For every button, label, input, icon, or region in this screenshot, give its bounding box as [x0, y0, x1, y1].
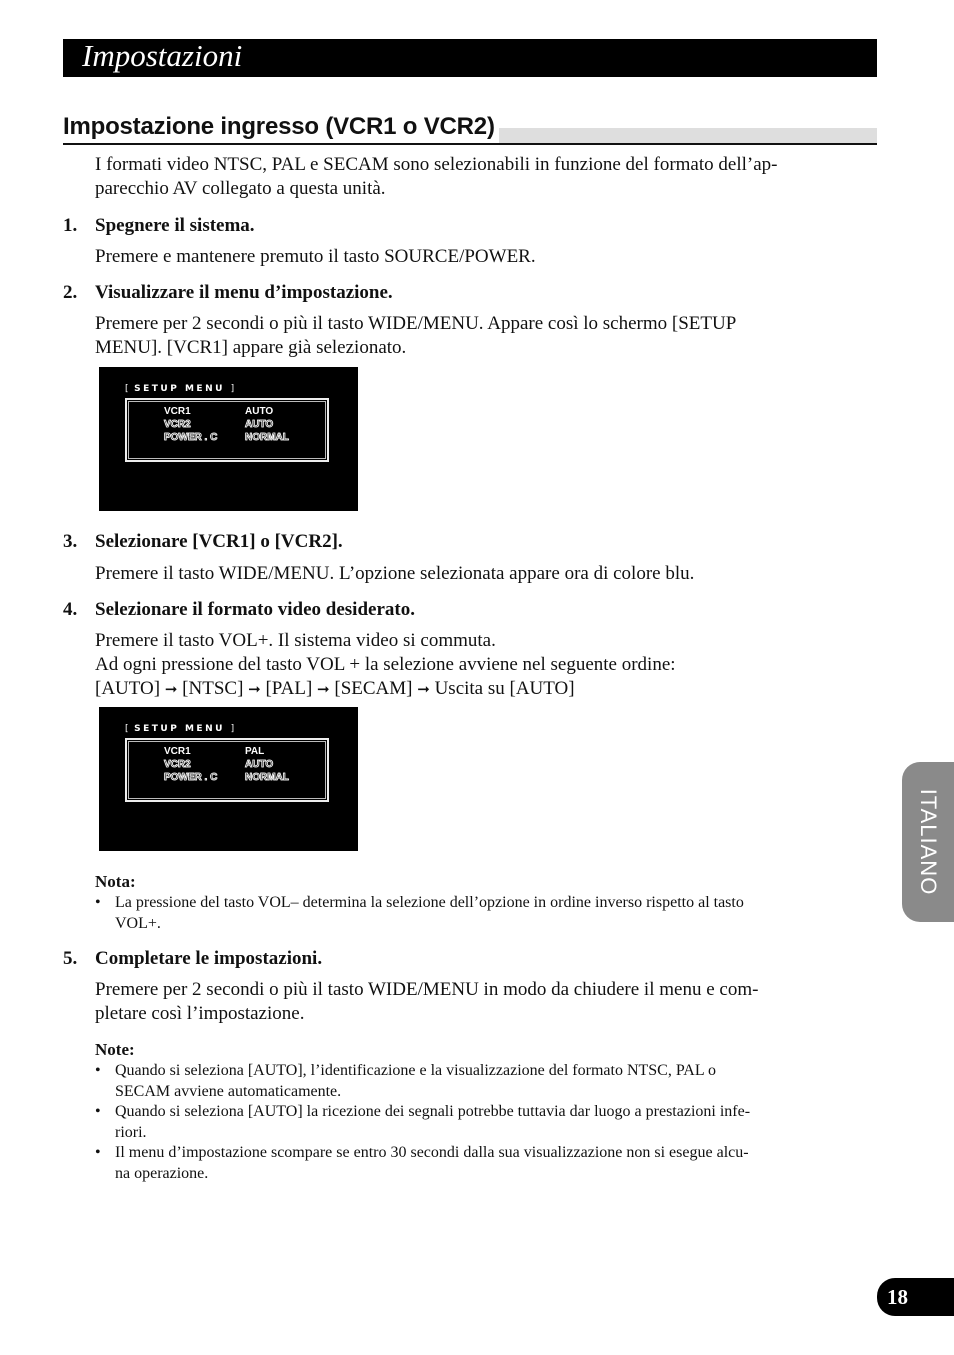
note-line: Quando si seleziona [AUTO] la ricezione dei segnali potrebbe tuttavia dar luogo a prestazioni infe-: [115, 1103, 751, 1120]
step-line: pletare così l’impostazione.: [95, 1003, 305, 1024]
setup-menu-title: [125, 723, 234, 735]
step-title: Visualizzare il menu d’impostazione.: [95, 282, 393, 303]
step-title: Spegnere il sistema.: [95, 215, 255, 236]
step-number: 1.: [63, 215, 78, 236]
step-line: Premere e mantenere premuto il tasto SOURCE/POWER.: [95, 246, 536, 267]
step-line: Premere il tasto WIDE/MENU. L’opzione selezionata appare ora di colore blu.: [95, 563, 695, 584]
intro-paragraph: [95, 153, 777, 201]
step-number: 4.: [63, 599, 78, 620]
step-line: MENU]. [VCR1] appare già selezionato.: [95, 337, 407, 358]
page-number: 18: [887, 1285, 908, 1309]
step-title: Selezionare il formato video desiderato.: [95, 599, 415, 620]
step-2-heading: [63, 281, 393, 305]
note-item: [95, 1142, 840, 1184]
page-number-tab: [877, 1278, 954, 1316]
menu-row-value: AUTO: [245, 406, 274, 417]
setup-menu-screen-1: [99, 367, 358, 511]
menu-row-value: PAL: [245, 746, 265, 757]
step-number: 2.: [63, 282, 78, 303]
menu-row-label: VCR2: [164, 419, 191, 430]
bullet: •: [95, 1062, 101, 1079]
step-4-heading: [63, 598, 415, 622]
intro-line: parecchio AV collegato a questa unità.: [95, 178, 386, 199]
note-heading: Note:: [95, 1040, 135, 1059]
note-line: riori.: [115, 1124, 147, 1141]
note-line: na operazione.: [115, 1165, 209, 1182]
step-4-text: [95, 629, 676, 701]
step-title: Completare le impostazioni.: [95, 948, 323, 969]
bracket: [: [125, 724, 129, 734]
language-label: ITALIANO: [916, 788, 941, 896]
arrow-right-icon: ➞: [317, 680, 330, 698]
step-line: Premere il tasto VOL+. Il sistema video si commuta.: [95, 630, 496, 651]
step-5-text: [95, 978, 758, 1026]
step-3-heading: [63, 530, 343, 554]
sequence-item: [NTSC]: [182, 678, 244, 699]
step-1-heading: [63, 214, 255, 238]
arrow-right-icon: ➞: [417, 680, 430, 698]
note-line: SECAM avviene automaticamente.: [115, 1083, 342, 1100]
menu-row-value: AUTO: [245, 419, 274, 430]
step-line: Premere per 2 secondi o più il tasto WIDE/MENU. Appare così lo schermo [SETUP: [95, 313, 737, 334]
chapter-title-bar: [63, 39, 877, 77]
sequence-item: [AUTO]: [95, 678, 161, 699]
menu-row-label: VCR1: [164, 746, 191, 757]
bracket: ]: [230, 724, 235, 734]
menu-row-label: POWER . C: [164, 432, 218, 443]
setup-menu-box: [125, 398, 329, 462]
setup-menu-title: [125, 383, 234, 395]
menu-title-text: SETUP MENU: [134, 384, 225, 394]
step-1-text: [95, 245, 536, 269]
bracket: [: [125, 384, 129, 394]
sequence-item: [SECAM]: [334, 678, 413, 699]
arrow-right-icon: ➞: [248, 680, 261, 698]
section-title: Impostazione ingresso (VCR1 o VCR2): [63, 111, 499, 143]
step-5-heading: [63, 947, 322, 971]
format-sequence: [95, 677, 676, 701]
note-item: [95, 1060, 840, 1102]
bullet: •: [95, 894, 101, 911]
intro-line: I formati video NTSC, PAL e SECAM sono selezionabili in funzione del formato dell’ap-: [95, 154, 778, 175]
step-line: Premere per 2 secondi o più il tasto WIDE/MENU in modo da chiudere il menu e com-: [95, 979, 759, 1000]
note-line: VOL+.: [115, 915, 161, 932]
menu-row-value: NORMAL: [245, 432, 289, 443]
note-item: [95, 1101, 840, 1143]
menu-row-value: NORMAL: [245, 772, 289, 783]
note-line: Il menu d’impostazione scompare se entro 30 secondi dalla sua visualizzazione non si esegue alcu-: [115, 1144, 749, 1161]
nota-heading: Nota:: [95, 872, 136, 891]
menu-title-text: SETUP MENU: [134, 724, 225, 734]
menu-row-label: POWER . C: [164, 772, 218, 783]
setup-menu-box: [125, 738, 329, 802]
step-title: Selezionare [VCR1] o [VCR2].: [95, 531, 343, 552]
sequence-item: Uscita su [AUTO]: [434, 678, 575, 699]
nota-item: [95, 892, 840, 934]
step-2-text: [95, 312, 736, 360]
chapter-title: Impostazioni: [82, 38, 243, 73]
step-3-text: [95, 562, 694, 586]
step-number: 5.: [63, 948, 78, 969]
step-line: Ad ogni pressione del tasto VOL + la selezione avviene nel seguente ordine:: [95, 654, 676, 675]
note-line: La pressione del tasto VOL– determina la selezione dell’opzione in ordine inverso rispetto al tasto: [115, 894, 744, 911]
menu-row-value: AUTO: [245, 759, 274, 770]
step-number: 3.: [63, 531, 78, 552]
bullet: •: [95, 1144, 101, 1161]
language-tab: [902, 762, 954, 922]
menu-row-label: VCR1: [164, 406, 191, 417]
bracket: ]: [230, 384, 235, 394]
setup-menu-screen-2: [99, 707, 358, 851]
sequence-item: [PAL]: [265, 678, 313, 699]
bullet: •: [95, 1103, 101, 1120]
menu-row-label: VCR2: [164, 759, 191, 770]
note-line: Quando si seleziona [AUTO], l’identificazione e la visualizzazione del formato NTSC, PAL o: [115, 1062, 717, 1079]
arrow-right-icon: ➞: [164, 680, 178, 698]
